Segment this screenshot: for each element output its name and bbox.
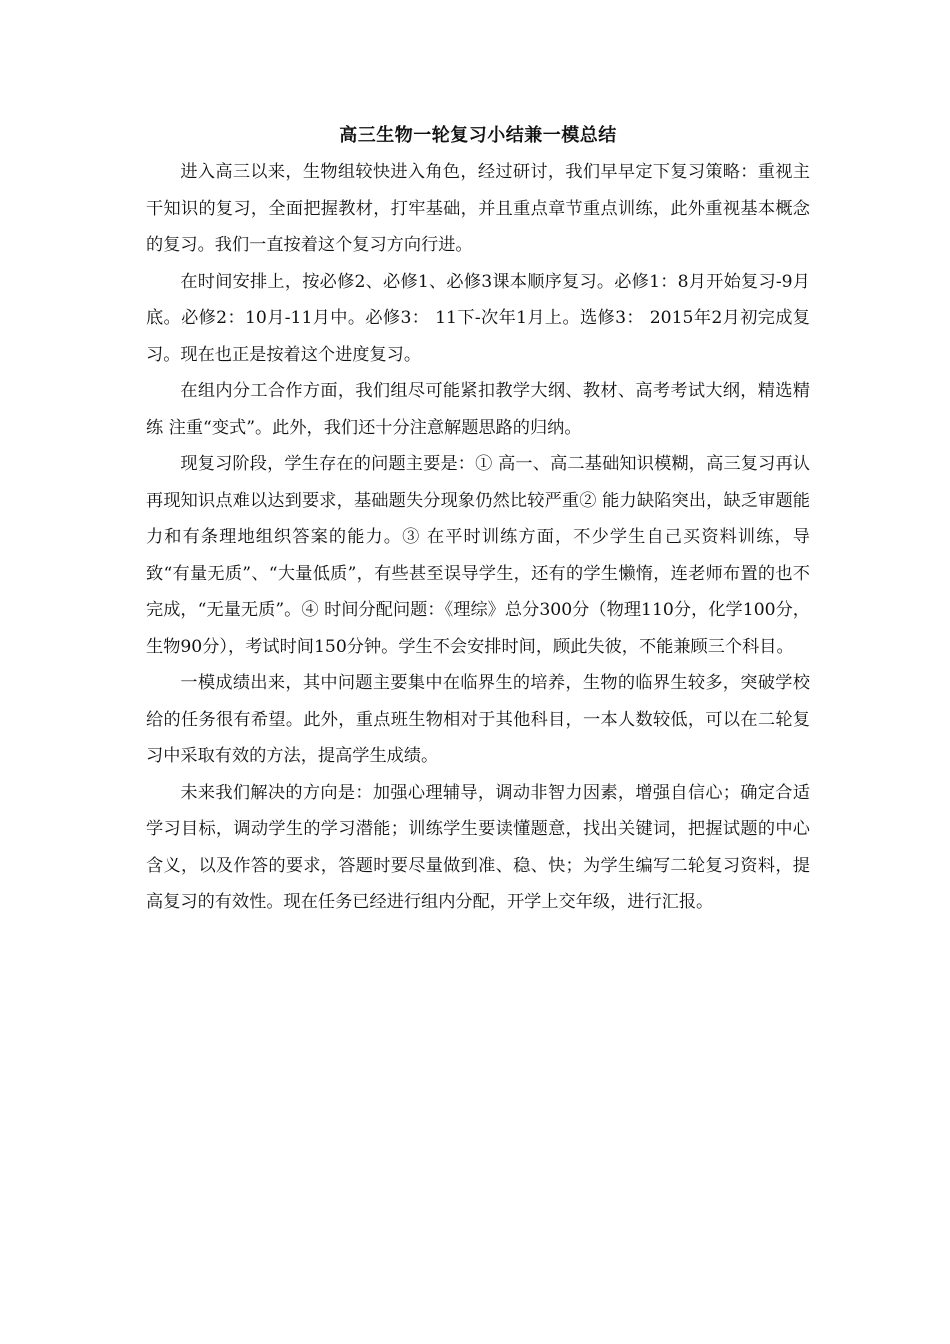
document-title: 高三生物一轮复习小结兼一模总结 bbox=[339, 125, 617, 146]
paragraph-future-direction: 未来我们解决的方向是：加强心理辅导，调动非智力因素，增强自信心；确定合适学习目标，调动学生的学习潜能；训练学生要读懂题意，找出关键词，把握试题的中心含义，以及作答的要求，答题时要尽量做到准、稳、快；为学生编写二轮复习资料，提高复习的有效性。现在任务已经进行组内分配，开学上交年级，进行汇报。 bbox=[146, 782, 810, 912]
document-body bbox=[146, 118, 810, 921]
paragraph-student-problems: 现复习阶段，学生存在的问题主要是：① 高一、高二基础知识模糊，高三复习再认再现知识点难以达到要求，基础题失分现象仍然比较严重② 能力缺陷突出，缺乏审题能力和有条理地组织答案的能力。③ 在平时训练方面，不少学生自己买资料训练，导致“有量无质”、“大量低质”，有些甚至误导学生，还有的学生懒惰，连老师布置的也不完成，“无量无质”。④ 时间分配问题：《理综》总分300分（物理110分，化学100分，生物90分），考试时间150分钟。学生不会安排时间，顾此失彼，不能兼顾三个科目。 bbox=[146, 454, 810, 657]
paragraph-mock-exam-results: 一模成绩出来，其中问题主要集中在临界生的培养，生物的临界生较多，突破学校给的任务很有希望。此外，重点班生物相对于其他科目，一本人数较低，可以在二轮复习中采取有效的方法，提高学生成绩。 bbox=[146, 673, 810, 766]
paragraph-review-strategy: 进入高三以来，生物组较快进入角色，经过研讨，我们早早定下复习策略：重视主干知识的复习，全面把握教材，打牢基础，并且重点章节重点训练，此外重视基本概念的复习。我们一直按着这个复习方向行进。 bbox=[146, 162, 810, 255]
paragraph-schedule: 在时间安排上，按必修2、必修1、必修3课本顺序复习。必修1：8月开始复习-9月底。必修2：10月-11月中。必修3： 11下-次年1月上。选修3： 2015年2月初完成复习。现在也正是按着这个进度复习。 bbox=[146, 271, 810, 365]
paragraph-teamwork: 在组内分工合作方面，我们组尽可能紧扣教学大纲、教材、高考考试大纲，精选精练 注重“变式”。此外，我们还十分注意解题思路的归纳。 bbox=[146, 381, 810, 438]
